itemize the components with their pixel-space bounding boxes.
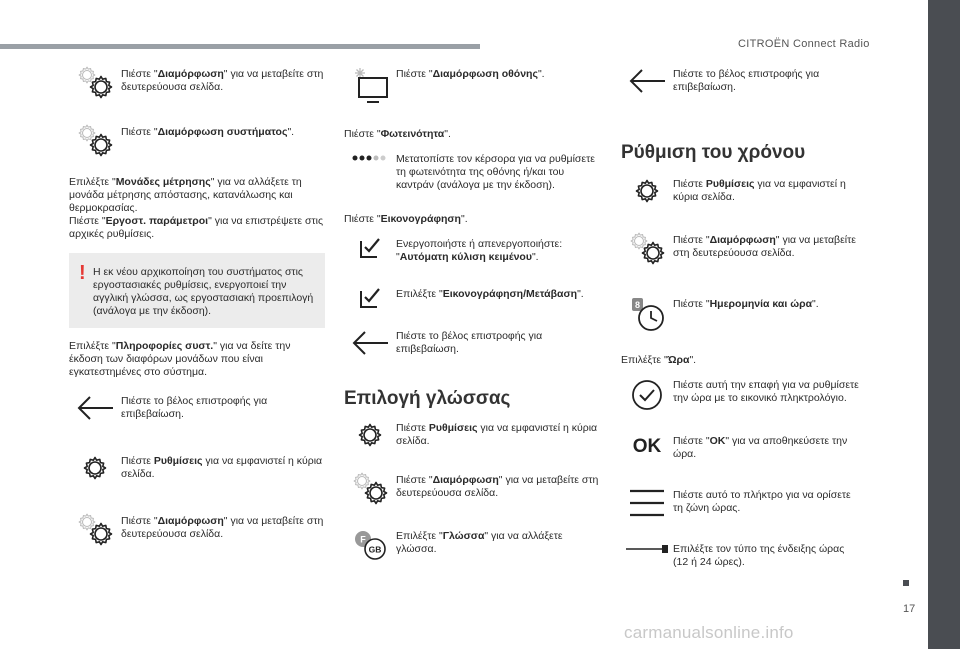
brand-title: CITROËN Connect Radio	[738, 38, 870, 50]
check-circle-icon	[621, 377, 673, 413]
settings-icon	[69, 453, 121, 483]
back-arrow-icon	[621, 66, 673, 96]
configuration-icon	[69, 124, 121, 158]
settings-icon	[621, 176, 673, 206]
watermark: carmanualsonline.info	[624, 623, 794, 642]
configuration-icon	[344, 472, 396, 506]
dropdown-line-icon	[621, 541, 673, 555]
menu-lines-icon	[621, 487, 673, 519]
back-arrow-icon	[69, 393, 121, 423]
svg-text:8: 8	[634, 300, 641, 310]
column-3	[621, 66, 861, 581]
language-heading: Επιλογή γλώσσας	[344, 388, 511, 409]
animation-paragraph: Πιέστε "Εικονογράφηση".	[344, 213, 468, 225]
step-auto-scroll: Ενεργοποιήστε ή απενεργοποιήστε: "Αυτόματη κύλιση κειμένου".	[344, 236, 600, 276]
column-2	[344, 66, 600, 568]
svg-text:GB: GB	[368, 544, 382, 555]
step-config-3: Πιέστε "Διαμόρφωση" για να μεταβείτε στη δευτερεύουσα σελίδα.	[344, 472, 600, 522]
step-time-format: Επιλέξτε τον τύπο της ένδειξης ώρας (12 ή 24 ώρες).	[621, 541, 861, 581]
step-ok: OK Πιέστε "OK" για να αποθηκεύσετε την ώρα.	[621, 433, 861, 481]
slider-dots-icon	[344, 151, 396, 165]
page-number: 17	[903, 603, 916, 615]
step-system-config: Πιέστε "Διαμόρφωση συστήματος".	[69, 124, 325, 166]
svg-text:OK: OK	[632, 436, 662, 457]
step-back-2: Πιέστε το βέλος επιστροφής για επιβεβαίωση.	[344, 328, 600, 376]
step-brightness-slider: Μετατοπίστε τον κέρσορα για να ρυθμίσετε τη φωτεινότητα της οθόνης ή/και του καντράν (ανάλογα με την έκδοση).	[344, 151, 600, 199]
clock-icon	[621, 296, 673, 334]
step-config-2: Πιέστε "Διαμόρφωση" για να μεταβείτε στη δευτερεύουσα σελίδα.	[69, 513, 325, 553]
units-paragraph: Επιλέξτε "Μονάδες μέτρησης" για να αλλάξετε τη μονάδα μέτρησης απόστασης, κατανάλωσης και θερμοκρασίας. Πιέστε "Εργοστ. παράμετροι" για να επιστρέψετε στις αρχικές ρυθμίσεις.	[69, 176, 324, 240]
time-paragraph: Επιλέξτε "Ώρα".	[621, 354, 697, 366]
factory-reset-notice: ! Η εκ νέου αρχικοποίηση του συστήματος στις εργοστασιακές ρυθμίσεις, ενεργοποιεί την αγγλική γλώσσα, ως εργοστασιακή προεπιλογή (ανάλογα με την έκδοση).	[69, 253, 325, 328]
back-arrow-icon	[344, 328, 396, 358]
checkbox-icon	[344, 286, 396, 310]
display-icon	[344, 66, 396, 106]
alert-icon: !	[79, 262, 86, 284]
brightness-paragraph: Πιέστε "Φωτεινότητα".	[344, 128, 451, 140]
configuration-icon	[69, 66, 121, 100]
configuration-icon	[69, 513, 121, 547]
step-language: F GB Επιλέξτε "Γλώσσα" για να αλλάξετε γλώσσα.	[344, 528, 600, 568]
step-display-config: Πιέστε "Διαμόρφωση οθόνης".	[344, 66, 600, 118]
checkbox-icon	[344, 236, 396, 260]
svg-text:F: F	[360, 534, 366, 545]
ok-icon	[621, 433, 673, 457]
step-config-4: Πιέστε "Διαμόρφωση" για να μεταβείτε στη δευτερεύουσα σελίδα.	[621, 232, 861, 290]
step-timezone: Πιέστε αυτό το πλήκτρο για να ορίσετε τη ζώνη ώρας.	[621, 487, 861, 535]
step-back-3: Πιέστε το βέλος επιστροφής για επιβεβαίωση.	[621, 66, 861, 114]
settings-icon	[344, 420, 396, 450]
chapter-sidebar	[928, 0, 960, 649]
step-settings-2: Πιέστε Ρυθμίσεις για να εμφανιστεί η κύρια σελίδα.	[344, 420, 600, 466]
step-settings-3: Πιέστε Ρυθμίσεις για να εμφανιστεί η κύρια σελίδα.	[621, 176, 861, 226]
column-1	[69, 66, 325, 553]
system-info-paragraph: Επιλέξτε "Πληροφορίες συστ." για να δείτε την έκδοση των διαφόρων μονάδων που είναι εγκατεστημένες στο σύστημα.	[69, 340, 291, 378]
step-settings: Πιέστε Ρυθμίσεις για να εμφανιστεί η κύρια σελίδα.	[69, 453, 325, 503]
language-icon	[344, 528, 396, 562]
top-rule	[0, 44, 480, 49]
section-marker	[903, 580, 909, 586]
configuration-icon	[621, 232, 673, 266]
step-back: Πιέστε το βέλος επιστροφής για επιβεβαίωση.	[69, 393, 325, 443]
step-date-time: 8 Πιέστε "Ημερομηνία και ώρα".	[621, 296, 861, 346]
step-config: Πιέστε "Διαμόρφωση" για να μεταβείτε στη δευτερεύουσα σελίδα.	[69, 66, 325, 110]
step-transition: Επιλέξτε "Εικονογράφηση/Μετάβαση".	[344, 286, 600, 322]
time-heading: Ρύθμιση του χρόνου	[621, 142, 806, 163]
step-virtual-keyboard: Πιέστε αυτή την επαφή για να ρυθμίσετε την ώρα με το εικονικό πληκτρολόγιο.	[621, 377, 861, 425]
